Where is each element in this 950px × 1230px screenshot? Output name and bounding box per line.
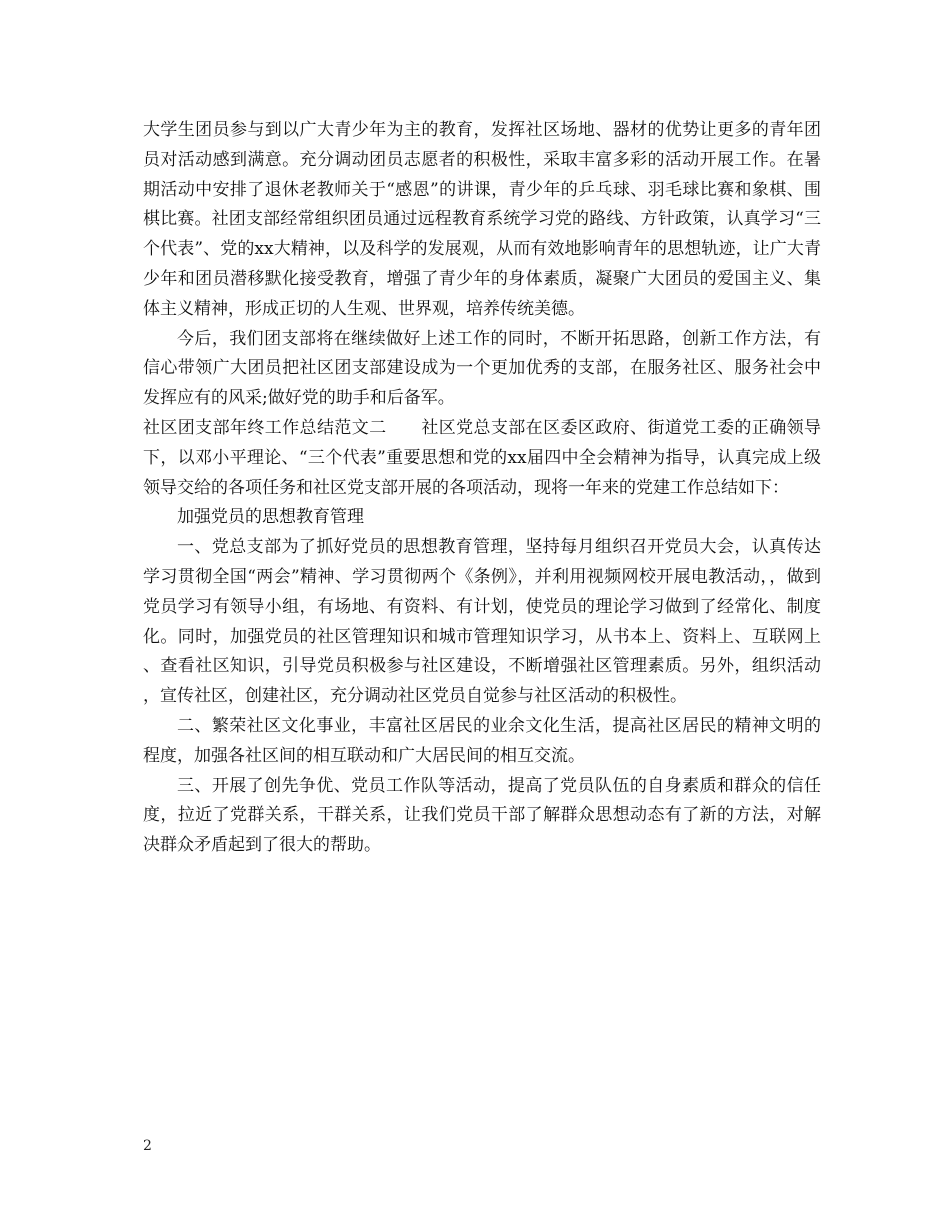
paragraph-5: 一、党总支部为了抓好党员的思想教育管理，坚持每月组织召开党员大会，认真传达学习贯彻全国“两会”精神、学习贯彻两个《条例》，并利用视频网校开展电教活动，，做到党员学习有领导小组，有场地、有资料、有计划，使党员的理论学习做到了经常化、制度化。同时，加强党员的社区管理知识和城市管理知识学习，从书本上、资料上、互联网上、查看社区知识，引导党员积极参与社区建设，不断增强社区管理素质。另外，组织活动，宣传社区，创建社区，充分调动社区党员自觉参与社区活动的积极性。 <box>143 537 821 707</box>
paragraph-3: 社区团支部年终工作总结范文二 社区党总支部在区委区政府、街道党工委的正确领导下，以邓小平理论、“三个代表”重要思想和党的xx届四中全会精神为指导，认真完成上级领导交给的各项任务和社区党支部开展的各项活动，现将一年来的党建工作总结如下： <box>143 417 821 498</box>
paragraph-1: 大学生团员参与到以广大青少年为主的教育，发挥社区场地、器材的优势让更多的青年团员对活动感到满意。充分调动团员志愿者的积极性，采取丰富多彩的活动开展工作。在暑期活动中安排了退休老教师关于“感恩”的讲课，青少年的乒乓球、羽毛球比赛和象棋、围棋比赛。社团支部经常组织团员通过远程教育系统学习党的路线、方针政策，认真学习“三个代表”、党的xx大精神，以及科学的发展观，从而有效地影响青年的思想轨迹，让广大青少年和团员潜移默化接受教育，增强了青少年的身体素质，凝聚广大团员的爱国主义、集体主义精神，形成正切的人生观、世界观，培养传统美德。 <box>143 120 821 319</box>
section-heading: 加强党员的思想教育管理 <box>177 507 364 528</box>
paragraph-7: 三、开展了创先争优、党员工作队等活动，提高了党员队伍的自身素质和群众的信任度，拉近了党群关系，干群关系，让我们党员干部了解群众思想动态有了新的方法，对解决群众矛盾起到了很大的帮助。 <box>143 775 821 856</box>
page-number: 2 <box>143 1138 152 1154</box>
paragraph-6: 二、繁荣社区文化事业，丰富社区居民的业余文化生活，提高社区居民的精神文明的程度，加强各社区间的相互联动和广大居民间的相互交流。 <box>143 715 821 766</box>
paragraph-2: 今后，我们团支部将在继续做好上述工作的同时，不断开拓思路，创新工作方法，有信心带领广大团员把社区团支部建设成为一个更加优秀的支部，在服务社区、服务社会中发挥应有的风采;做好党的助手和后备军。 <box>143 328 821 409</box>
document-body <box>143 116 821 861</box>
